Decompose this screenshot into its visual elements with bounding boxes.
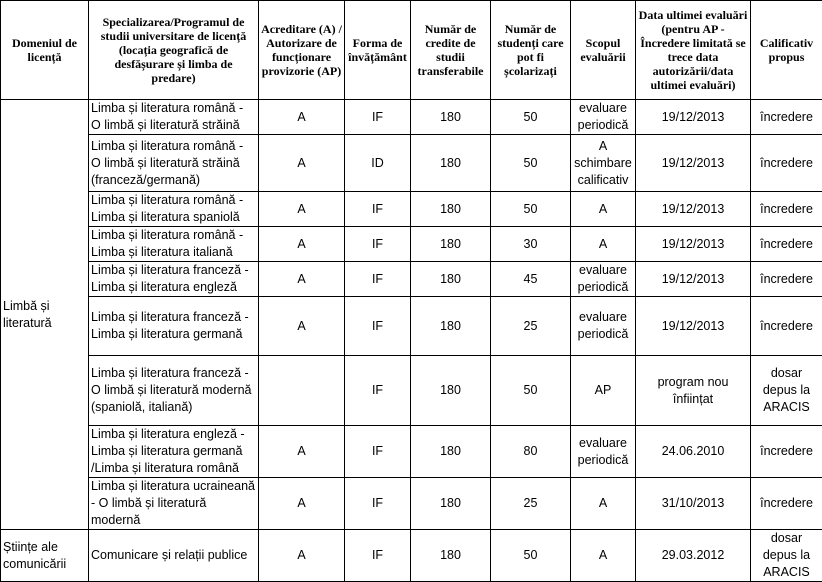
form-cell: IF xyxy=(345,356,411,426)
domain-cell: Științe ale comunicării xyxy=(1,530,89,582)
purpose-cell: A schimbare calificativ xyxy=(571,135,636,192)
header-students: Număr de studenți care pot fi școlarizați xyxy=(491,1,571,100)
purpose-cell: evaluare periodică xyxy=(571,100,636,135)
program-cell: Limba și literatura franceză - O limbă și literatură modernă (spaniolă, italiană) xyxy=(89,356,259,426)
rating-cell: încredere xyxy=(751,262,822,297)
students-cell: 45 xyxy=(491,262,571,297)
credits-cell: 180 xyxy=(411,227,491,262)
purpose-cell: AP xyxy=(571,356,636,426)
students-cell: 50 xyxy=(491,135,571,192)
rating-cell: încredere xyxy=(751,100,822,135)
credits-cell: 180 xyxy=(411,530,491,582)
table-row xyxy=(1,426,822,478)
students-cell: 80 xyxy=(491,426,571,478)
header-domain: Domeniul de licență xyxy=(1,1,89,100)
purpose-cell: A xyxy=(571,478,636,530)
date-cell: 19/12/2013 xyxy=(636,100,751,135)
accreditation-cell: A xyxy=(259,100,345,135)
program-cell: Limba și literatura franceză - Limba și literatura germană xyxy=(89,297,259,356)
students-cell: 30 xyxy=(491,227,571,262)
purpose-cell: evaluare periodică xyxy=(571,262,636,297)
credits-cell: 180 xyxy=(411,135,491,192)
date-cell: 19/12/2013 xyxy=(636,297,751,356)
program-cell: Limba și literatura engleză - Limba și literatura germană /Limba și literatura română xyxy=(89,426,259,478)
form-cell: ID xyxy=(345,135,411,192)
table-row xyxy=(1,356,822,426)
rating-cell: încredere xyxy=(751,478,822,530)
table-row xyxy=(1,135,822,192)
purpose-cell: evaluare periodică xyxy=(571,297,636,356)
table-row xyxy=(1,530,822,582)
domain-cell: Limbă și literatură xyxy=(1,100,89,530)
form-cell: IF xyxy=(345,478,411,530)
form-cell: IF xyxy=(345,426,411,478)
header-row xyxy=(1,1,822,100)
program-cell: Limba și literatura română - Limba și literatura spaniolă xyxy=(89,192,259,227)
program-cell: Comunicare și relații publice xyxy=(89,530,259,582)
header-program: Specializarea/Programul de studii universitare de licență (locația geografică de desfășurare și limba de predare) xyxy=(89,1,259,100)
students-cell: 50 xyxy=(491,356,571,426)
date-cell: 19/12/2013 xyxy=(636,262,751,297)
credits-cell: 180 xyxy=(411,426,491,478)
credits-cell: 180 xyxy=(411,192,491,227)
rating-cell: încredere xyxy=(751,426,822,478)
date-cell: program nou înființat xyxy=(636,356,751,426)
form-cell: IF xyxy=(345,262,411,297)
students-cell: 50 xyxy=(491,530,571,582)
accreditation-cell: A xyxy=(259,297,345,356)
table-row xyxy=(1,262,822,297)
form-cell: IF xyxy=(345,297,411,356)
credits-cell: 180 xyxy=(411,262,491,297)
students-cell: 25 xyxy=(491,297,571,356)
rating-cell: încredere xyxy=(751,135,822,192)
purpose-cell: A xyxy=(571,530,636,582)
date-cell: 19/12/2013 xyxy=(636,135,751,192)
date-cell: 24.06.2010 xyxy=(636,426,751,478)
header-purpose: Scopul evaluării xyxy=(571,1,636,100)
rating-cell: încredere xyxy=(751,297,822,356)
header-rating: Calificativ propus xyxy=(751,1,822,100)
header-form: Forma de învățământ xyxy=(345,1,411,100)
accreditation-cell: A xyxy=(259,135,345,192)
table-row xyxy=(1,297,822,356)
program-cell: Limba și literatura română - O limbă și literatură străină (franceză/germană) xyxy=(89,135,259,192)
credits-cell: 180 xyxy=(411,297,491,356)
rating-cell: încredere xyxy=(751,192,822,227)
rating-cell: dosar depus la ARACIS xyxy=(751,356,822,426)
table-row xyxy=(1,478,822,530)
program-cell: Limba și literatura română - O limbă și literatură străină xyxy=(89,100,259,135)
students-cell: 25 xyxy=(491,478,571,530)
form-cell: IF xyxy=(345,530,411,582)
header-date: Data ultimei evaluări (pentru AP - Încredere limitată se trece data autorizării/data ultimei evaluări) xyxy=(636,1,751,100)
accreditation-cell xyxy=(259,356,345,426)
program-cell: Limba și literatura ucraineană - O limbă și literatură modernă xyxy=(89,478,259,530)
table-row xyxy=(1,227,822,262)
accreditation-cell: A xyxy=(259,530,345,582)
accreditation-cell: A xyxy=(259,426,345,478)
rating-cell: încredere xyxy=(751,227,822,262)
form-cell: IF xyxy=(345,192,411,227)
credits-cell: 180 xyxy=(411,356,491,426)
table-row xyxy=(1,100,822,135)
purpose-cell: evaluare periodică xyxy=(571,426,636,478)
date-cell: 19/12/2013 xyxy=(636,227,751,262)
credits-cell: 180 xyxy=(411,478,491,530)
accreditation-cell: A xyxy=(259,262,345,297)
date-cell: 19/12/2013 xyxy=(636,192,751,227)
rating-cell: dosar depus la ARACIS xyxy=(751,530,822,582)
credits-cell: 180 xyxy=(411,100,491,135)
program-cell: Limba și literatura franceză - Limba și literatura engleză xyxy=(89,262,259,297)
date-cell: 31/10/2013 xyxy=(636,478,751,530)
purpose-cell: A xyxy=(571,227,636,262)
table-row xyxy=(1,192,822,227)
header-accreditation: Acreditare (A) / Autorizare de funcționare provizorie (AP) xyxy=(259,1,345,100)
program-cell: Limba și literatura română - Limba și literatura italiană xyxy=(89,227,259,262)
purpose-cell: A xyxy=(571,192,636,227)
header-credits: Număr de credite de studii transferabile xyxy=(411,1,491,100)
students-cell: 50 xyxy=(491,192,571,227)
accreditation-cell: A xyxy=(259,227,345,262)
form-cell: IF xyxy=(345,100,411,135)
students-cell: 50 xyxy=(491,100,571,135)
date-cell: 29.03.2012 xyxy=(636,530,751,582)
accreditation-cell: A xyxy=(259,192,345,227)
form-cell: IF xyxy=(345,227,411,262)
accreditation-cell: A xyxy=(259,478,345,530)
